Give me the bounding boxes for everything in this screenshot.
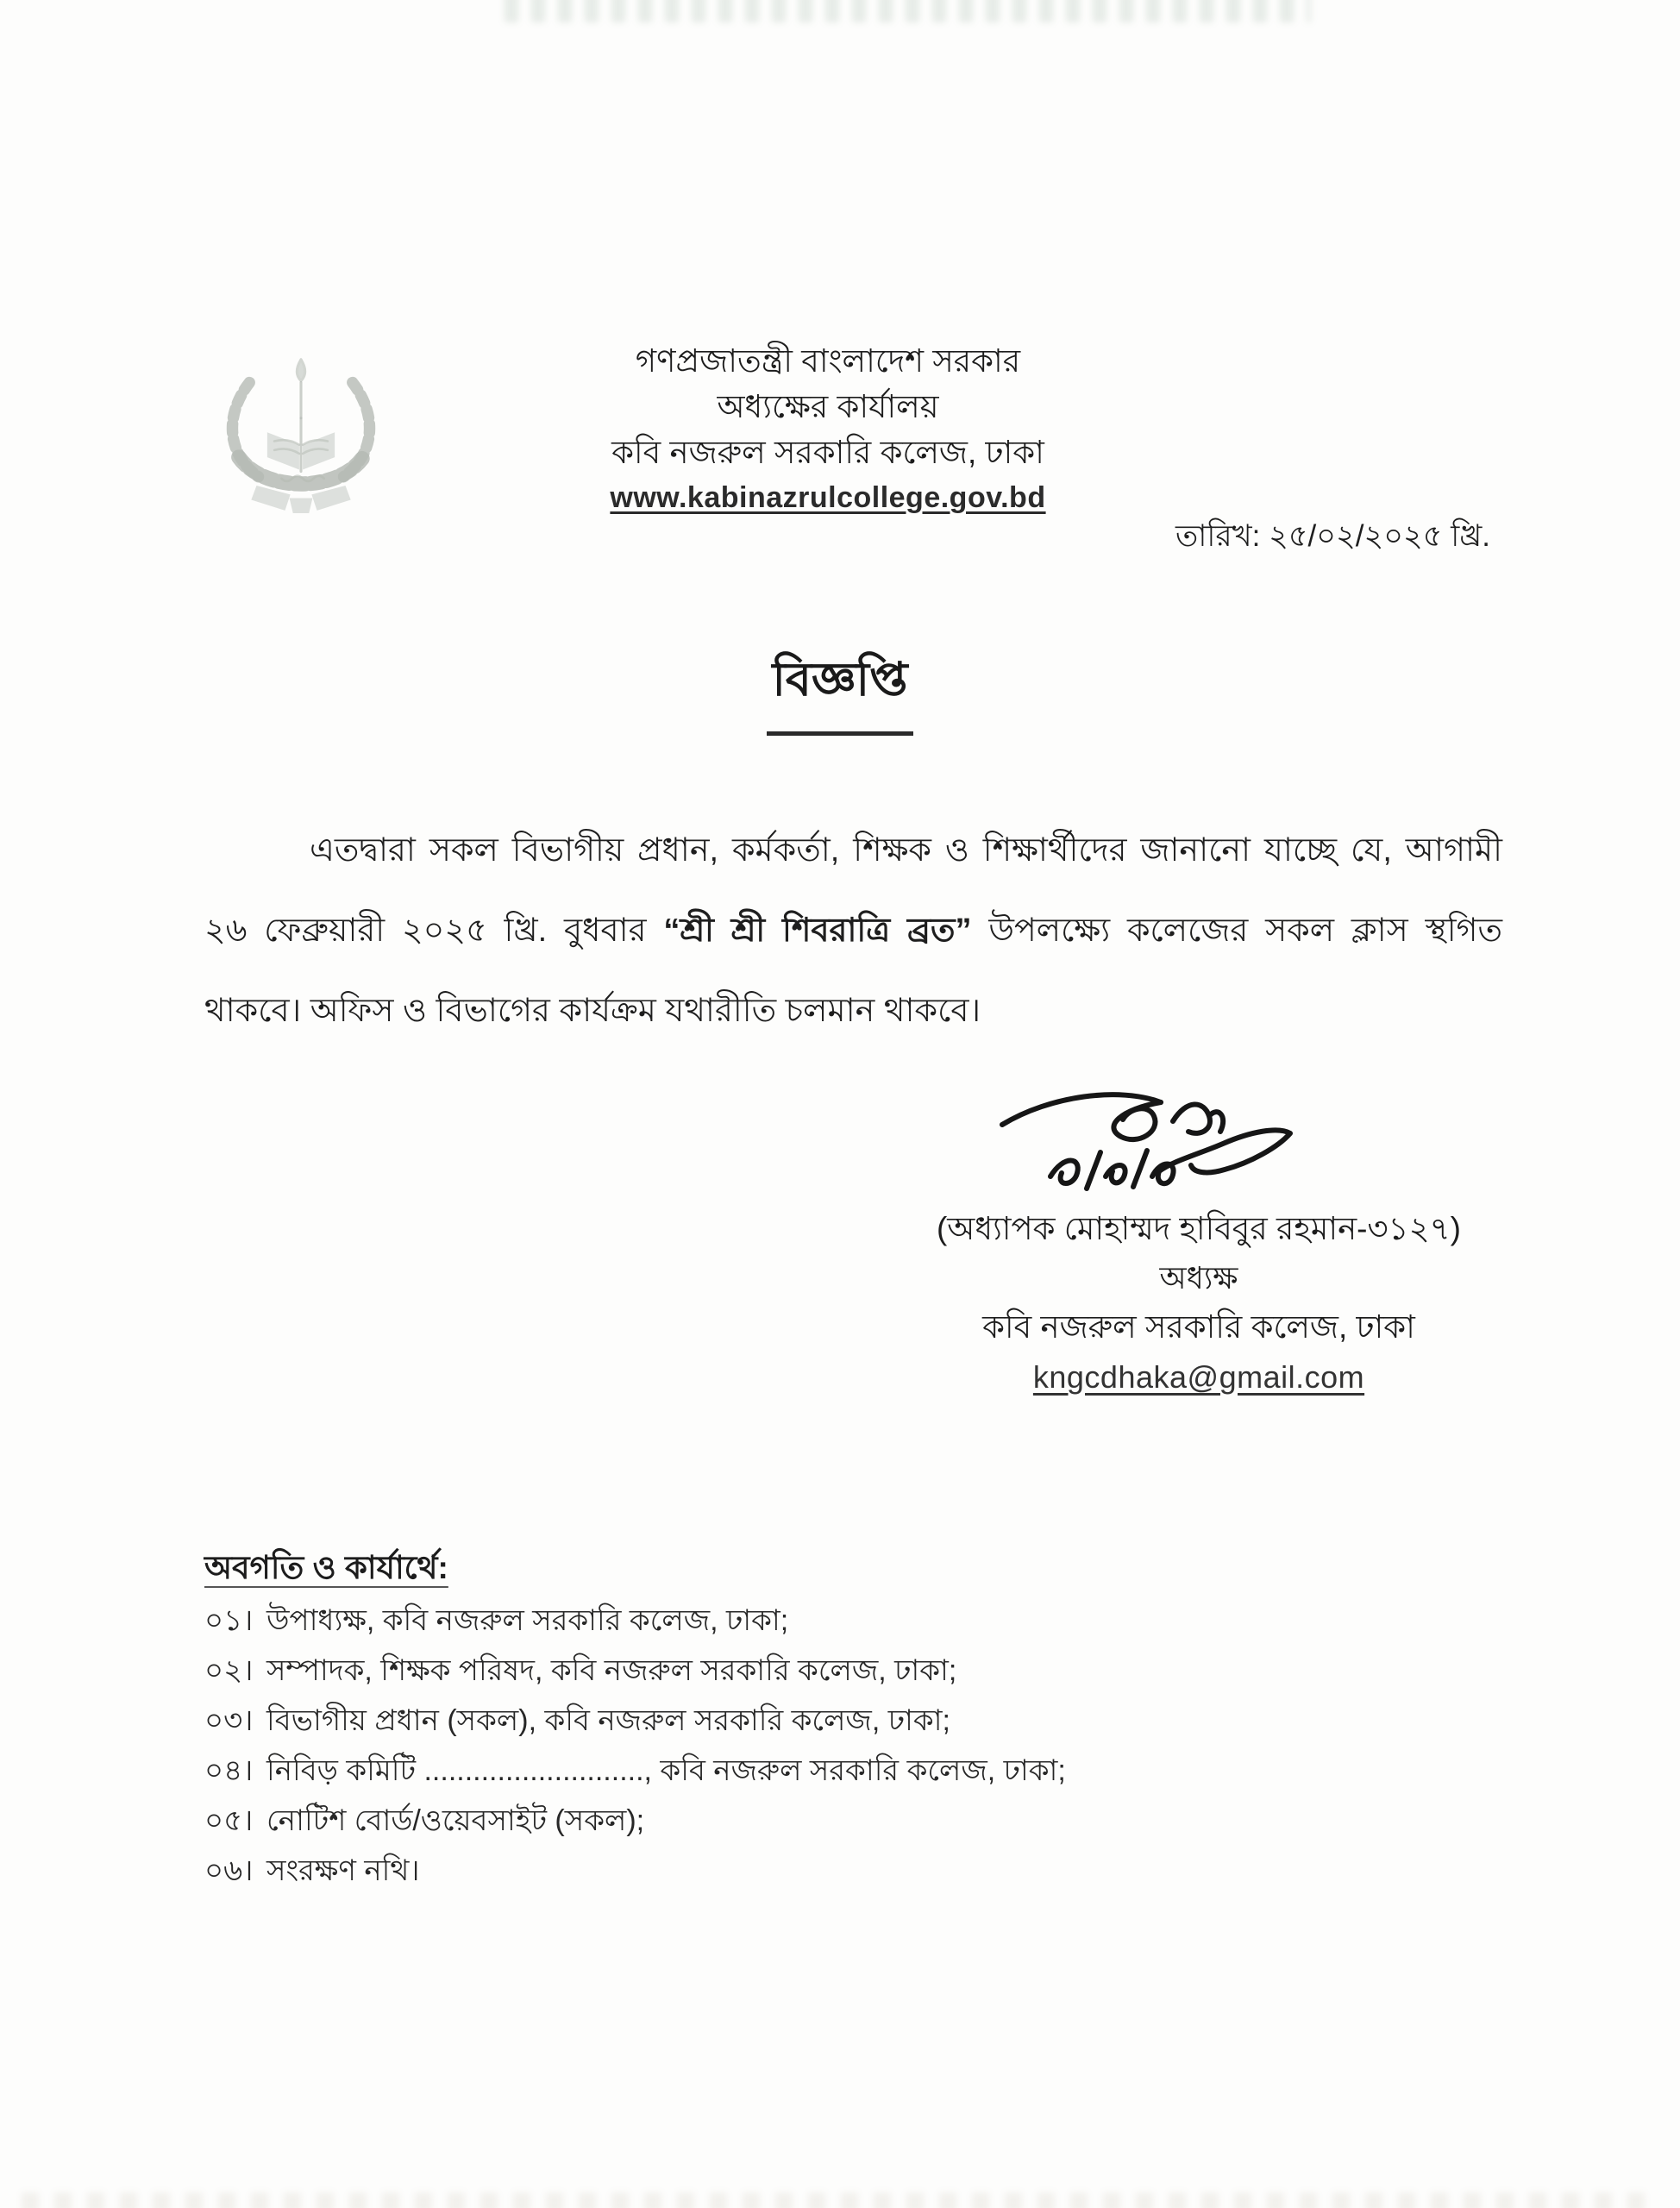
- government-title: গণপ্রজাতন্ত্রী বাংলাদেশ সরকার: [635, 343, 1021, 379]
- notice-title: বিজ্ঞপ্তি: [767, 643, 912, 736]
- scan-bleed-top: [505, 0, 1311, 22]
- notice-date: তারিখ: ২৫/০২/২০২৫ খ্রি.: [1175, 519, 1490, 553]
- office-title: অধ্যক্ষের কার্যালয়: [717, 389, 939, 424]
- college-name: কবি নজরুল সরকারি কলেজ, ঢাকা: [611, 435, 1044, 470]
- distribution-item: [204, 1746, 1498, 1796]
- item-text: উপাধ্যক্ষ, কবি নজরুল সরকারি কলেজ, ঢাকা;: [266, 1604, 789, 1637]
- signatory-college: কবি নজরুল সরকারি কলেজ, ঢাকা: [982, 1309, 1415, 1345]
- item-number: ০১।: [204, 1604, 254, 1637]
- signatory-designation: অধ্যক্ষ: [1159, 1260, 1238, 1295]
- scan-bleed-bottom: [22, 2192, 1660, 2208]
- item-text: সম্পাদক, শিক্ষক পরিষদ, কবি নজরুল সরকারি কলেজ, ঢাকা;: [266, 1654, 957, 1687]
- item-number: ০৫।: [204, 1804, 254, 1837]
- distribution-item: [204, 1796, 1498, 1846]
- item-text: নোটিশ বোর্ড/ওয়েবসাইট (সকল);: [266, 1804, 645, 1837]
- event-name: “শ্রী শ্রী শিবরাত্রি ব্রত”: [663, 913, 972, 949]
- distribution-item: [204, 1646, 1498, 1696]
- letterhead: [448, 338, 1207, 521]
- body-text-pre: এতদ্বারা সকল বিভাগীয় প্রধান, কর্মকর্তা, শিক্ষক ও শিক্ষার্থীদের জানানো যাচ্ছে যে, আগামী ২৬ ফেব্রুয়ারী ২০২৫ খ্রি. বুধবার: [204, 832, 1502, 949]
- distribution-item: [204, 1696, 1498, 1746]
- body-text-post: উপলক্ষ্যে কলেজের সকল ক্লাস স্থগিত থাকবে। অফিস ও বিভাগের কার্যক্রম যথারীতি চলমান থাকবে।: [204, 913, 1502, 1029]
- signatory-name: (অধ্যাপক মোহাম্মদ হাবিবুর রহমান-৩১২৭): [936, 1211, 1462, 1246]
- distribution-item: [204, 1596, 1498, 1646]
- item-number: ০২।: [204, 1654, 254, 1687]
- item-text: নিবিড় কমিটি ..........................., কবি নজরুল সরকারি কলেজ, ঢাকা;: [266, 1754, 1066, 1787]
- item-text: বিভাগীয় প্রধান (সকল), কবি নজরুল সরকারি কলেজ, ঢাকা;: [266, 1704, 950, 1737]
- website-link[interactable]: www.kabinazrulcollege.gov.bd: [610, 481, 1046, 514]
- distribution-heading: অবগতি ও কার্যার্থে:: [204, 1550, 448, 1585]
- signatory-block: [880, 1204, 1518, 1403]
- item-number: ০৬।: [204, 1854, 254, 1887]
- item-number: ০৪।: [204, 1754, 254, 1787]
- item-number: ০৩।: [204, 1704, 254, 1737]
- notice-body: [204, 811, 1502, 1051]
- signatory-email[interactable]: kngcdhaka@gmail.com: [1032, 1359, 1365, 1395]
- distribution-item: [204, 1846, 1498, 1896]
- handwritten-signature-icon: [990, 1082, 1311, 1213]
- item-text: সংরক্ষণ নথি।: [266, 1854, 420, 1887]
- college-emblem-icon: [212, 336, 390, 514]
- distribution-list: [204, 1596, 1498, 1896]
